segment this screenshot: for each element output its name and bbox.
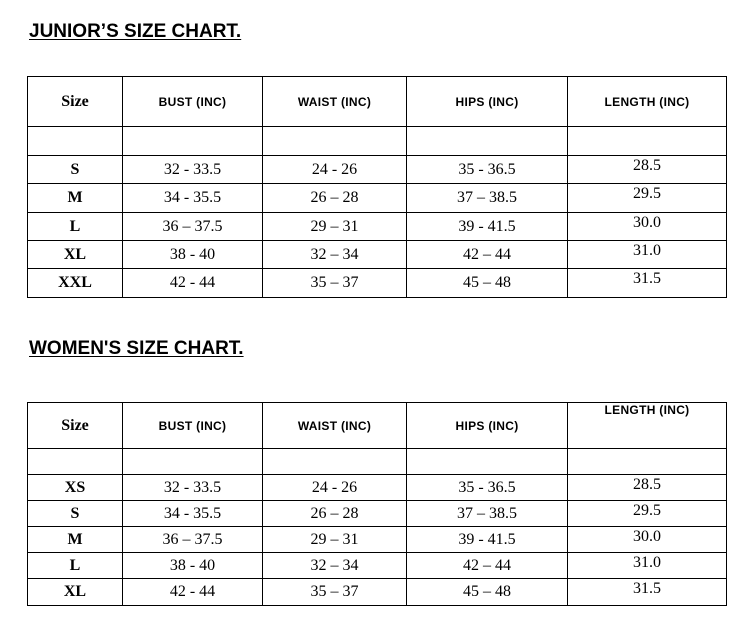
table-row [28, 213, 727, 241]
length-cell: 28.5 [568, 156, 727, 184]
table-row [28, 553, 727, 579]
waist-cell: 29 – 31 [263, 527, 407, 553]
empty-row [28, 127, 727, 156]
bust-cell: 38 - 40 [123, 553, 263, 579]
table-row [28, 241, 727, 269]
header-length: LENGTH (INC) [568, 403, 727, 449]
length-cell: 29.5 [568, 184, 727, 213]
bust-cell: 32 - 33.5 [123, 475, 263, 501]
header-size: Size [28, 77, 123, 127]
table-row [28, 501, 727, 527]
size-cell: XL [28, 241, 123, 269]
table-header-row [28, 77, 727, 127]
header-hips: HIPS (INC) [407, 77, 568, 127]
size-cell: L [28, 213, 123, 241]
bust-cell: 42 - 44 [123, 579, 263, 606]
juniors-size-table [27, 76, 727, 298]
waist-cell: 32 – 34 [263, 553, 407, 579]
table-row [28, 156, 727, 184]
length-cell: 31.0 [568, 553, 727, 579]
header-hips: HIPS (INC) [407, 403, 568, 449]
hips-cell: 45 – 48 [407, 579, 568, 606]
size-cell: M [28, 527, 123, 553]
size-cell: S [28, 501, 123, 527]
length-cell: 31.5 [568, 269, 727, 298]
header-size: Size [28, 403, 123, 449]
bust-cell: 32 - 33.5 [123, 156, 263, 184]
waist-cell: 35 – 37 [263, 579, 407, 606]
table-row [28, 579, 727, 606]
table-row [28, 269, 727, 298]
size-cell: M [28, 184, 123, 213]
bust-cell: 34 - 35.5 [123, 501, 263, 527]
empty-row [28, 449, 727, 475]
header-bust: BUST (INC) [123, 403, 263, 449]
waist-cell: 24 - 26 [263, 156, 407, 184]
bust-cell: 36 – 37.5 [123, 527, 263, 553]
waist-cell: 26 – 28 [263, 501, 407, 527]
header-waist: WAIST (INC) [263, 403, 407, 449]
bust-cell: 38 - 40 [123, 241, 263, 269]
waist-cell: 32 – 34 [263, 241, 407, 269]
table-header-row [28, 403, 727, 449]
length-cell: 31.5 [568, 579, 727, 606]
hips-cell: 42 – 44 [407, 553, 568, 579]
waist-cell: 35 – 37 [263, 269, 407, 298]
header-bust: BUST (INC) [123, 77, 263, 127]
bust-cell: 36 – 37.5 [123, 213, 263, 241]
bust-cell: 42 - 44 [123, 269, 263, 298]
hips-cell: 35 - 36.5 [407, 475, 568, 501]
waist-cell: 24 - 26 [263, 475, 407, 501]
length-cell: 28.5 [568, 475, 727, 501]
table-row [28, 184, 727, 213]
length-cell: 30.0 [568, 527, 727, 553]
size-cell: XL [28, 579, 123, 606]
womens-chart-title: WOMEN'S SIZE CHART. [29, 338, 244, 359]
table-row [28, 527, 727, 553]
length-cell: 31.0 [568, 241, 727, 269]
hips-cell: 45 – 48 [407, 269, 568, 298]
waist-cell: 26 – 28 [263, 184, 407, 213]
hips-cell: 39 - 41.5 [407, 213, 568, 241]
bust-cell: 34 - 35.5 [123, 184, 263, 213]
length-cell: 29.5 [568, 501, 727, 527]
size-cell: XS [28, 475, 123, 501]
hips-cell: 39 - 41.5 [407, 527, 568, 553]
size-cell: XXL [28, 269, 123, 298]
length-cell: 30.0 [568, 213, 727, 241]
juniors-chart-title: JUNIOR’S SIZE CHART. [29, 21, 242, 42]
hips-cell: 37 – 38.5 [407, 184, 568, 213]
size-cell: L [28, 553, 123, 579]
hips-cell: 37 – 38.5 [407, 501, 568, 527]
waist-cell: 29 – 31 [263, 213, 407, 241]
womens-size-table [27, 402, 727, 606]
hips-cell: 42 – 44 [407, 241, 568, 269]
hips-cell: 35 - 36.5 [407, 156, 568, 184]
size-cell: S [28, 156, 123, 184]
table-row [28, 475, 727, 501]
header-length: LENGTH (INC) [568, 77, 727, 127]
header-waist: WAIST (INC) [263, 77, 407, 127]
